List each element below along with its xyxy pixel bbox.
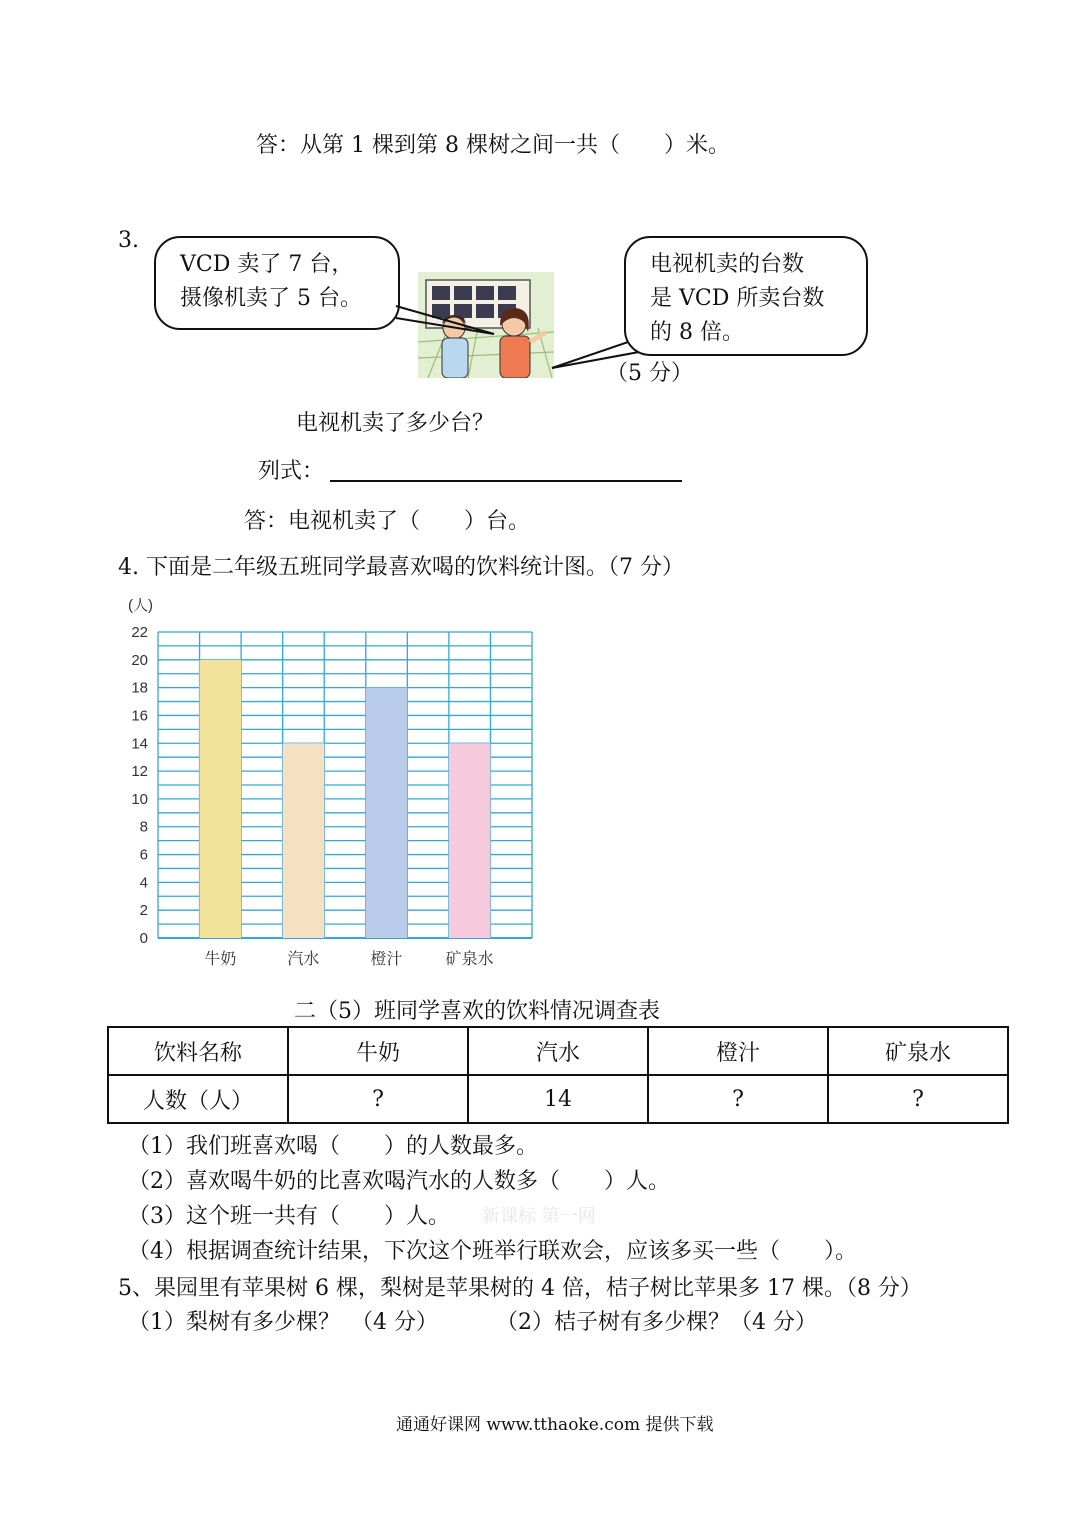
q2-answer: 答：从第 1 棵到第 8 棵树之间一共（ ）米。 (256, 133, 730, 158)
q4-sub-question-3: （3）这个班一共有（ ）人。 (128, 1204, 450, 1229)
chart-y-tick-label: 20 (131, 651, 148, 669)
table-cell: 人数（人） (108, 1075, 288, 1123)
chart-x-tick-label: 汽水 (287, 949, 320, 968)
chart-y-tick-label: 22 (131, 624, 148, 641)
chart-x-labels (204, 949, 493, 968)
q3-answer: 答：电视机卖了（ ）台。 (244, 509, 531, 534)
chart-y-tick-label: 16 (131, 707, 148, 725)
q5-sub-question-2: （2）桔子树有多少棵？（4 分） (496, 1310, 817, 1335)
survey-table-header-row (108, 1027, 1008, 1075)
left-bubble-line-2: 摄像机卖了 5 台。 (180, 286, 362, 311)
chart-y-axis-label: (人) (128, 597, 153, 614)
chart-y-tick-label: 8 (139, 818, 148, 836)
q4-sub-question-2: （2）喜欢喝牛奶的比喜欢喝汽水的人数多（ ）人。 (128, 1169, 670, 1194)
table-cell[interactable]: ? (648, 1075, 828, 1123)
watermark-text: 新课标 第一网 (482, 1206, 596, 1227)
q3-score: （5 分） (606, 361, 693, 386)
table-header-cell: 汽水 (468, 1027, 648, 1075)
q5-title: 5、果园里有苹果树 6 棵，梨树是苹果树的 4 倍，桔子树比苹果多 17 棵。（8 分） (118, 1276, 922, 1301)
chart-bar (449, 743, 491, 938)
table-cell: 14 (468, 1075, 648, 1123)
q5-sub-question-1: （1）梨树有多少棵？ （4 分） (128, 1310, 438, 1335)
q4-sub-question-1: （1）我们班喜欢喝（ ）的人数最多。 (128, 1134, 538, 1159)
survey-table-count-row (108, 1075, 1008, 1123)
q3-question: 电视机卖了多少台？ (296, 411, 495, 436)
table-header-cell: 橙汁 (648, 1027, 828, 1075)
right-bubble-line-2: 是 VCD 所卖台数 (650, 286, 825, 311)
chart-y-tick-label: 0 (139, 930, 148, 947)
table-cell[interactable]: ? (828, 1075, 1008, 1123)
chart-y-tick-label: 18 (131, 679, 148, 697)
chart-x-tick-label: 矿泉水 (445, 949, 494, 968)
q4-sub-question-4: （4）根据调查统计结果，下次这个班举行联欢会，应该多买一些（ ）。 (128, 1239, 857, 1264)
survey-table (107, 1026, 1009, 1124)
right-bubble-line-3: 的 8 倍。 (650, 320, 744, 345)
chart-y-tick-label: 6 (139, 846, 148, 864)
survey-table-caption: 二（5）班同学喜欢的饮料情况调查表 (294, 999, 660, 1024)
table-header-cell: 饮料名称 (108, 1027, 288, 1075)
chart-bar (366, 688, 408, 938)
q3-formula-label: 列式： (258, 459, 325, 484)
chart-bar (200, 660, 242, 938)
q4-title: 4. 下面是二年级五班同学最喜欢喝的饮料统计图。（7 分） (118, 555, 684, 580)
chart-x-tick-label: 牛奶 (204, 949, 237, 968)
page-footer: 通通好课网 www.tthaoke.com 提供下载 (396, 1415, 714, 1435)
speech-bubble-tails (0, 0, 1087, 420)
table-header-cell: 牛奶 (288, 1027, 468, 1075)
drink-bar-chart (100, 590, 560, 980)
right-speech-bubble (624, 236, 868, 356)
table-cell[interactable]: ? (288, 1075, 468, 1123)
chart-y-tick-label: 4 (139, 874, 148, 892)
left-bubble-line-1: VCD 卖了 7 台， (180, 252, 354, 277)
right-bubble-line-1: 电视机卖的台数 (650, 252, 805, 277)
chart-y-tick-label: 2 (139, 902, 148, 920)
formula-answer-line[interactable] (330, 480, 682, 482)
table-header-cell: 矿泉水 (828, 1027, 1008, 1075)
chart-bar (283, 743, 325, 938)
chart-y-tick-label: 12 (131, 763, 148, 781)
chart-y-tick-label: 14 (131, 735, 148, 753)
chart-x-tick-label: 橙汁 (370, 949, 403, 968)
q3-number: 3. (118, 228, 139, 253)
chart-y-tick-label: 10 (131, 790, 148, 808)
chart-y-ticks (131, 624, 148, 947)
